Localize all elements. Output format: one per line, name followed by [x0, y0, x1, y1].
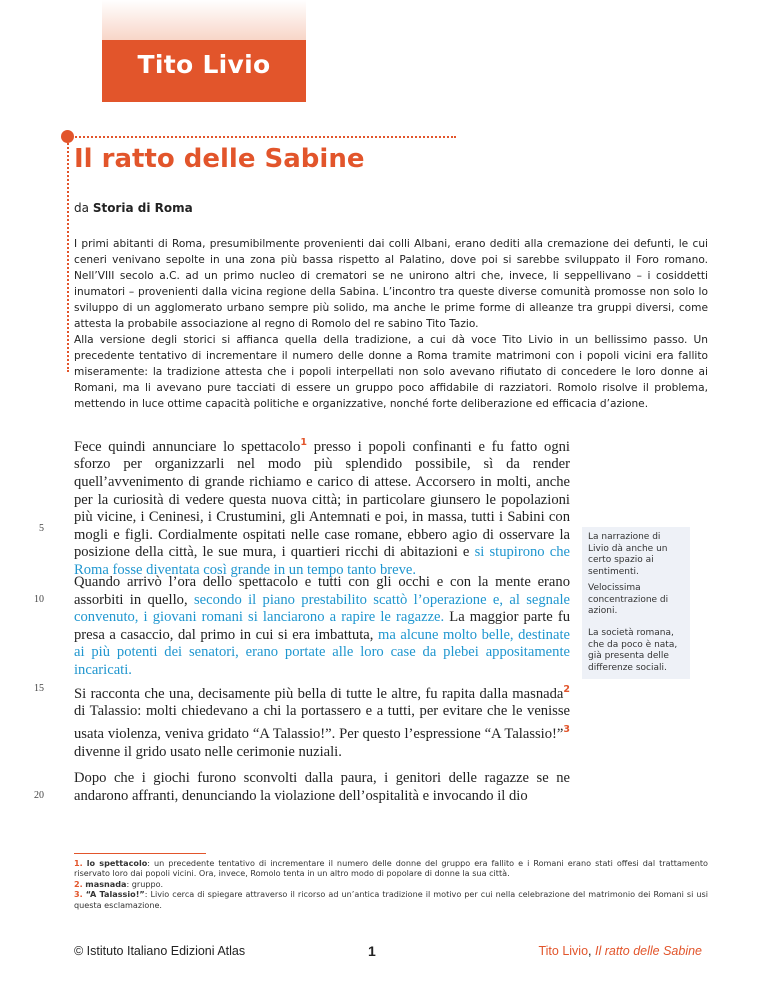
footnote-1 [74, 858, 708, 879]
text-run: Si racconta che una, decisamente più bella di tutte le altre, fu rapita dalla masnada [74, 685, 564, 702]
author-header-tab [102, 40, 306, 102]
source-work: Storia di Roma [92, 201, 193, 215]
intro-paragraph: Alla versione degli storici si affianca quella della tradizione, a cui dà voce Tito Livio in un bellissimo passo. Un precedente tentativo di incrementare il numero delle donne a Roma tramite matrimoni con i popoli vicini era fallito miseramente: la tradizione attesta che i popoli interpellati non solo avevano rifiutato di concedere le loro donne ai Romani, ma li avevano pure tacciati di essere un gruppo poco affidabile di razziatori. Romolo risolve il problema, mettendo in luce ottime capacità politiche e organizzative, nonché forte deliberazione ed efficacia d’azione. [74, 334, 708, 410]
text-run: La maggior parte fu presa a casaccio, dal primo in cui si era imbattuta, [74, 609, 570, 643]
intro-text [74, 236, 708, 412]
footer-author: Tito Livio [538, 944, 589, 958]
page-number: 1 [368, 943, 376, 959]
footnote-text: : gruppo. [126, 878, 164, 889]
body-paragraph-4 [74, 770, 570, 805]
body-paragraph-1 [74, 434, 570, 580]
text-run: Quando arrivò l’ora dello spettacolo e tutti con gli occhi e con la mente erano assorbiti in quello, [74, 574, 570, 608]
footer-running-title [538, 944, 702, 958]
footnote-term: “A Talassio!” [85, 889, 145, 900]
footnote-2 [74, 879, 708, 889]
line-number: 15 [34, 683, 44, 694]
page-title: Il ratto delle Sabine [74, 144, 365, 174]
source-prefix: da [74, 201, 89, 215]
text-run: Dopo che i giochi furono sconvolti dalla paura, i genitori delle ragazze se ne andarono affranti, denunciando la violazione dell’ospitalità e invocando il dio [74, 770, 570, 804]
highlighted-text: ma alcune molto belle, destinate ai più potenti dei senatori, erano portate alle loro case da plebei appositamente incaricati. [74, 626, 570, 678]
title-dotted-rule [68, 136, 456, 138]
intro-paragraph: I primi abitanti di Roma, presumibilmente provenienti dai colli Albani, erano dediti alla cremazione dei defunti, le cui ceneri venivano sepolte in una zona più bassa rispetto al Palatino, dove poi si sarebbe sviluppato il Foro romano. Nell’VIII secolo a.C. ad un primo nucleo di crematori se ne unirono altri che, invece, li seppellivano – i cosiddetti inumatori – provenienti dalla vicina regione della Sabina. L’incontro tra queste diverse comunità promosse non solo lo sviluppo di un agglomerato urbano sempre più solido, ma anche le prime forme di alleanze tra gruppi diversi, come attesta la probabile associazione al regno di Romolo del re sabino Tito Tazio. [74, 238, 708, 330]
footnote-ref-3: 3 [563, 724, 570, 736]
footer-publisher: © Istituto Italiano Edizioni Atlas [74, 944, 246, 958]
footnote-number: 1. [74, 858, 83, 868]
highlighted-text: secondo il piano prestabilito scattò l’operazione e, al segnale convenuto, i giovani romani si lanciarono a rapire le ragazze. [74, 591, 570, 626]
highlighted-text: si stupirono che Roma fosse diventata così grande in un tempo tanto breve. [74, 544, 570, 579]
footnote-3 [74, 889, 708, 910]
footer-work-title: Il ratto delle Sabine [594, 944, 702, 958]
text-run: di Talassio: molti chiedevano a chi la portassero e a tutti, per evitare che le venisse usata violenza, veniva gridato “A Talassio!”. Per questo l’espressione “A Talassio!” [74, 703, 570, 742]
side-note: La società romana, che da poco è nata, già presenta delle differenze sociali. [582, 623, 690, 679]
footnote-number: 3. [74, 889, 83, 900]
text-run: presso i popoli confinanti e fu fatto ogni sforzo per organizzarli nel modo più splendido possibile, sì da render quell’avvenimento di grande richiamo e carico di attese. Accorsero in molti, anche per la curiosità di vedere questa nuova città; in particolare giunsero le popolazioni più vicine, i Ceninesi, i Crustumini, gli Antemnati e poi, in massa, tutti i Sabini con mogli e figli. Cordialmente ospitati nelle case romane, ebbero agio di osservare la posizione della città, le sue mura, i quartieri ricchi di abitazioni e [74, 438, 570, 561]
footnote-text: : un precedente tentativo di incrementare il numero delle donne del gruppo era fallito e i Romani erano stati offesi dal trattamento riservato loro dai popoli vicini. Ora, invece, Romolo tenta in un altro modo di popolare di donne la sua città. [74, 858, 709, 879]
header-tab-gradient [102, 0, 306, 44]
footnote-term: lo spettacolo [86, 858, 148, 868]
footnote-text: : Livio cerca di spiegare attraverso il ricorso ad un’antica tradizione il motivo per cui nella celebrazione del matrimonio dei Romani si usi questa esclamazione. [74, 889, 708, 910]
text-run: divenne il grido usato nelle cerimonie nuziali. [74, 743, 342, 760]
source-line [74, 201, 193, 215]
footnote-term: masnada [85, 878, 127, 889]
intro-dotted-margin [67, 140, 69, 372]
footnotes [74, 858, 708, 910]
line-number: 5 [39, 523, 44, 534]
body-paragraph-2 [74, 574, 570, 680]
footnote-ref-1: 1 [300, 437, 307, 448]
side-note: Velocissima concentrazione di azioni. [582, 578, 690, 623]
body-paragraph-3 [74, 681, 570, 761]
footnote-rule [74, 853, 206, 854]
author-header-label: Tito Livio [137, 50, 271, 79]
text-run: Fece quindi annunciare lo spettacolo [74, 438, 301, 455]
footer-separator: , [588, 944, 595, 958]
footnote-number: 2. [74, 878, 83, 889]
footnote-ref-2: 2 [563, 684, 570, 695]
side-note: La narrazione di Livio dà anche un certo spazio ai sentimenti. [582, 527, 690, 583]
line-number: 10 [34, 594, 44, 605]
line-number: 20 [34, 790, 44, 801]
